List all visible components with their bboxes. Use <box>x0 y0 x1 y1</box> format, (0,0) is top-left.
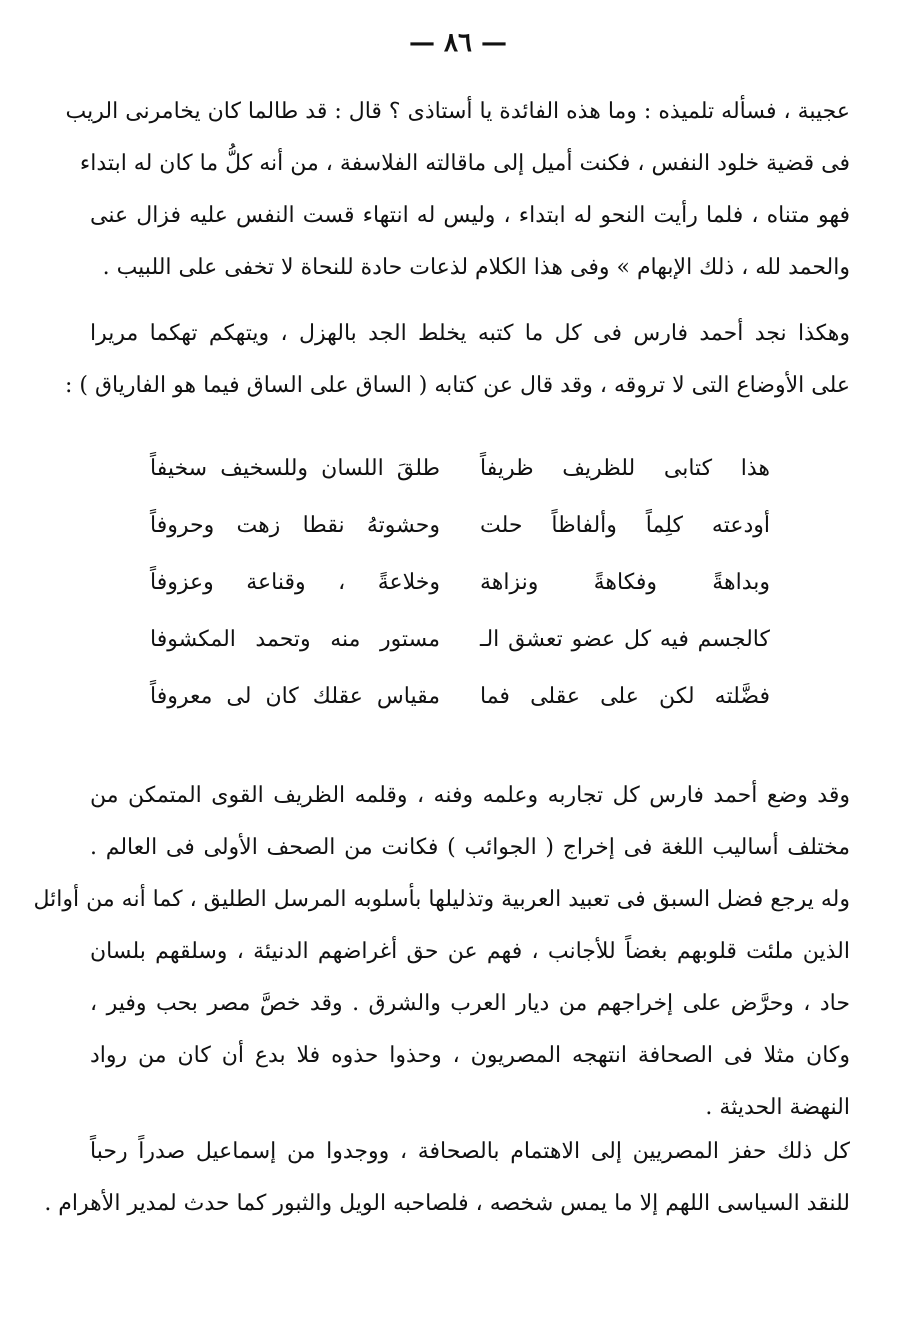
text-line: فهو متناه ، فلما رأيت النحو له ابتداء ، وليس له انتهاء قست النفس عليه فزال عنى <box>90 203 850 228</box>
paragraph-2 <box>64 308 850 412</box>
poem-hemistich-right: كالجسم فيه كل عضو تعشق الـ <box>480 627 770 652</box>
text-line: وكان مثلا فى الصحافة انتهجه المصريون ، وحذوا حذوه فلا بدع أن كان من رواد <box>90 1043 850 1068</box>
paragraph-4 <box>44 1126 850 1230</box>
poem <box>150 440 770 725</box>
poem-verse <box>150 611 770 668</box>
paragraph-3 <box>33 770 850 1134</box>
poem-verse <box>150 554 770 611</box>
poem-verse <box>150 440 770 497</box>
text-line: عجيبة ، فسأله تلميذه : وما هذه الفائدة يا أستاذى ؟ قال : قد طالما كان يخامرنى الريب <box>65 99 850 124</box>
poem-hemistich-right: أودعته كلِماً وألفاظاً حلت <box>480 513 770 538</box>
poem-hemistich-right: وبداهةً وفكاهةً ونزاهة <box>480 570 770 595</box>
paragraph-1 <box>65 86 850 294</box>
poem-hemistich-left: مستور منه وتحمد المكشوفا <box>150 627 440 652</box>
poem-hemistich-left: وحشوتهُ نقطا زهت وحروفاً <box>150 513 440 538</box>
text-line: كل ذلك حفز المصريين إلى الاهتمام بالصحافة ، ووجدوا من إسماعيل صدراً رحباً <box>90 1139 850 1164</box>
text-line: والحمد لله ، ذلك الإبهام » وفى هذا الكلام لذعات حادة للنحاة لا تخفى على اللبيب . <box>102 255 850 280</box>
poem-hemistich-left: وخلاعةً ، وقناعة وعزوفاً <box>150 570 440 595</box>
text-line: حاد ، وحرَّض على إخراجهم من ديار العرب والشرق . وقد خصَّ مصر بحب وفير ، <box>90 991 850 1016</box>
poem-hemistich-right: فضَّلته لكن على عقلى فما <box>480 684 770 709</box>
poem-verse <box>150 668 770 725</box>
poem-hemistich-right: هذا كتابى للظريف ظريفاً <box>480 456 770 481</box>
text-line: وقد وضع أحمد فارس كل تجاربه وعلمه وفنه ، وقلمه الظريف القوى المتمكن من <box>90 783 850 808</box>
text-line: فى قضية خلود النفس ، فكنت أميل إلى ماقالته الفلاسفة ، من أنه كلُّ ما كان له ابتداء <box>79 151 850 176</box>
text-line: وهكذا نجد أحمد فارس فى كل ما كتبه يخلط الجد بالهزل ، ويتهكم تهكما مريرا <box>90 321 850 346</box>
text-line: على الأوضاع التى لا تروقه ، وقد قال عن كتابه ( الساق على الساق فيما هو الفارياق ) : <box>64 373 850 398</box>
text-line: وله يرجع فضل السبق فى تعبيد العربية وتذليلها بأسلوبه المرسل الطليق ، كما أنه من أوائل <box>33 887 850 912</box>
text-line: للنقد السياسى اللهم إلا ما يمس شخصه ، فلصاحبه الويل والثبور كما حدث لمدير الأهرام . <box>44 1191 850 1216</box>
text-line: النهضة الحديثة . <box>705 1095 850 1120</box>
text-line: الذين ملئت قلوبهم بغضاً للأجانب ، فهم عن حق أغراضهم الدنيئة ، وسلقهم بلسان <box>90 939 850 964</box>
poem-hemistich-left: مقياس عقلك كان لى معروفاً <box>150 684 440 709</box>
page-number: — ٨٦ — <box>408 28 508 58</box>
poem-verse <box>150 497 770 554</box>
poem-hemistich-left: طلقَ اللسان وللسخيف سخيفاً <box>150 456 440 481</box>
text-line: مختلف أساليب اللغة فى إخراج ( الجوائب ) فكانت من الصحف الأولى فى العالم . <box>90 835 850 860</box>
